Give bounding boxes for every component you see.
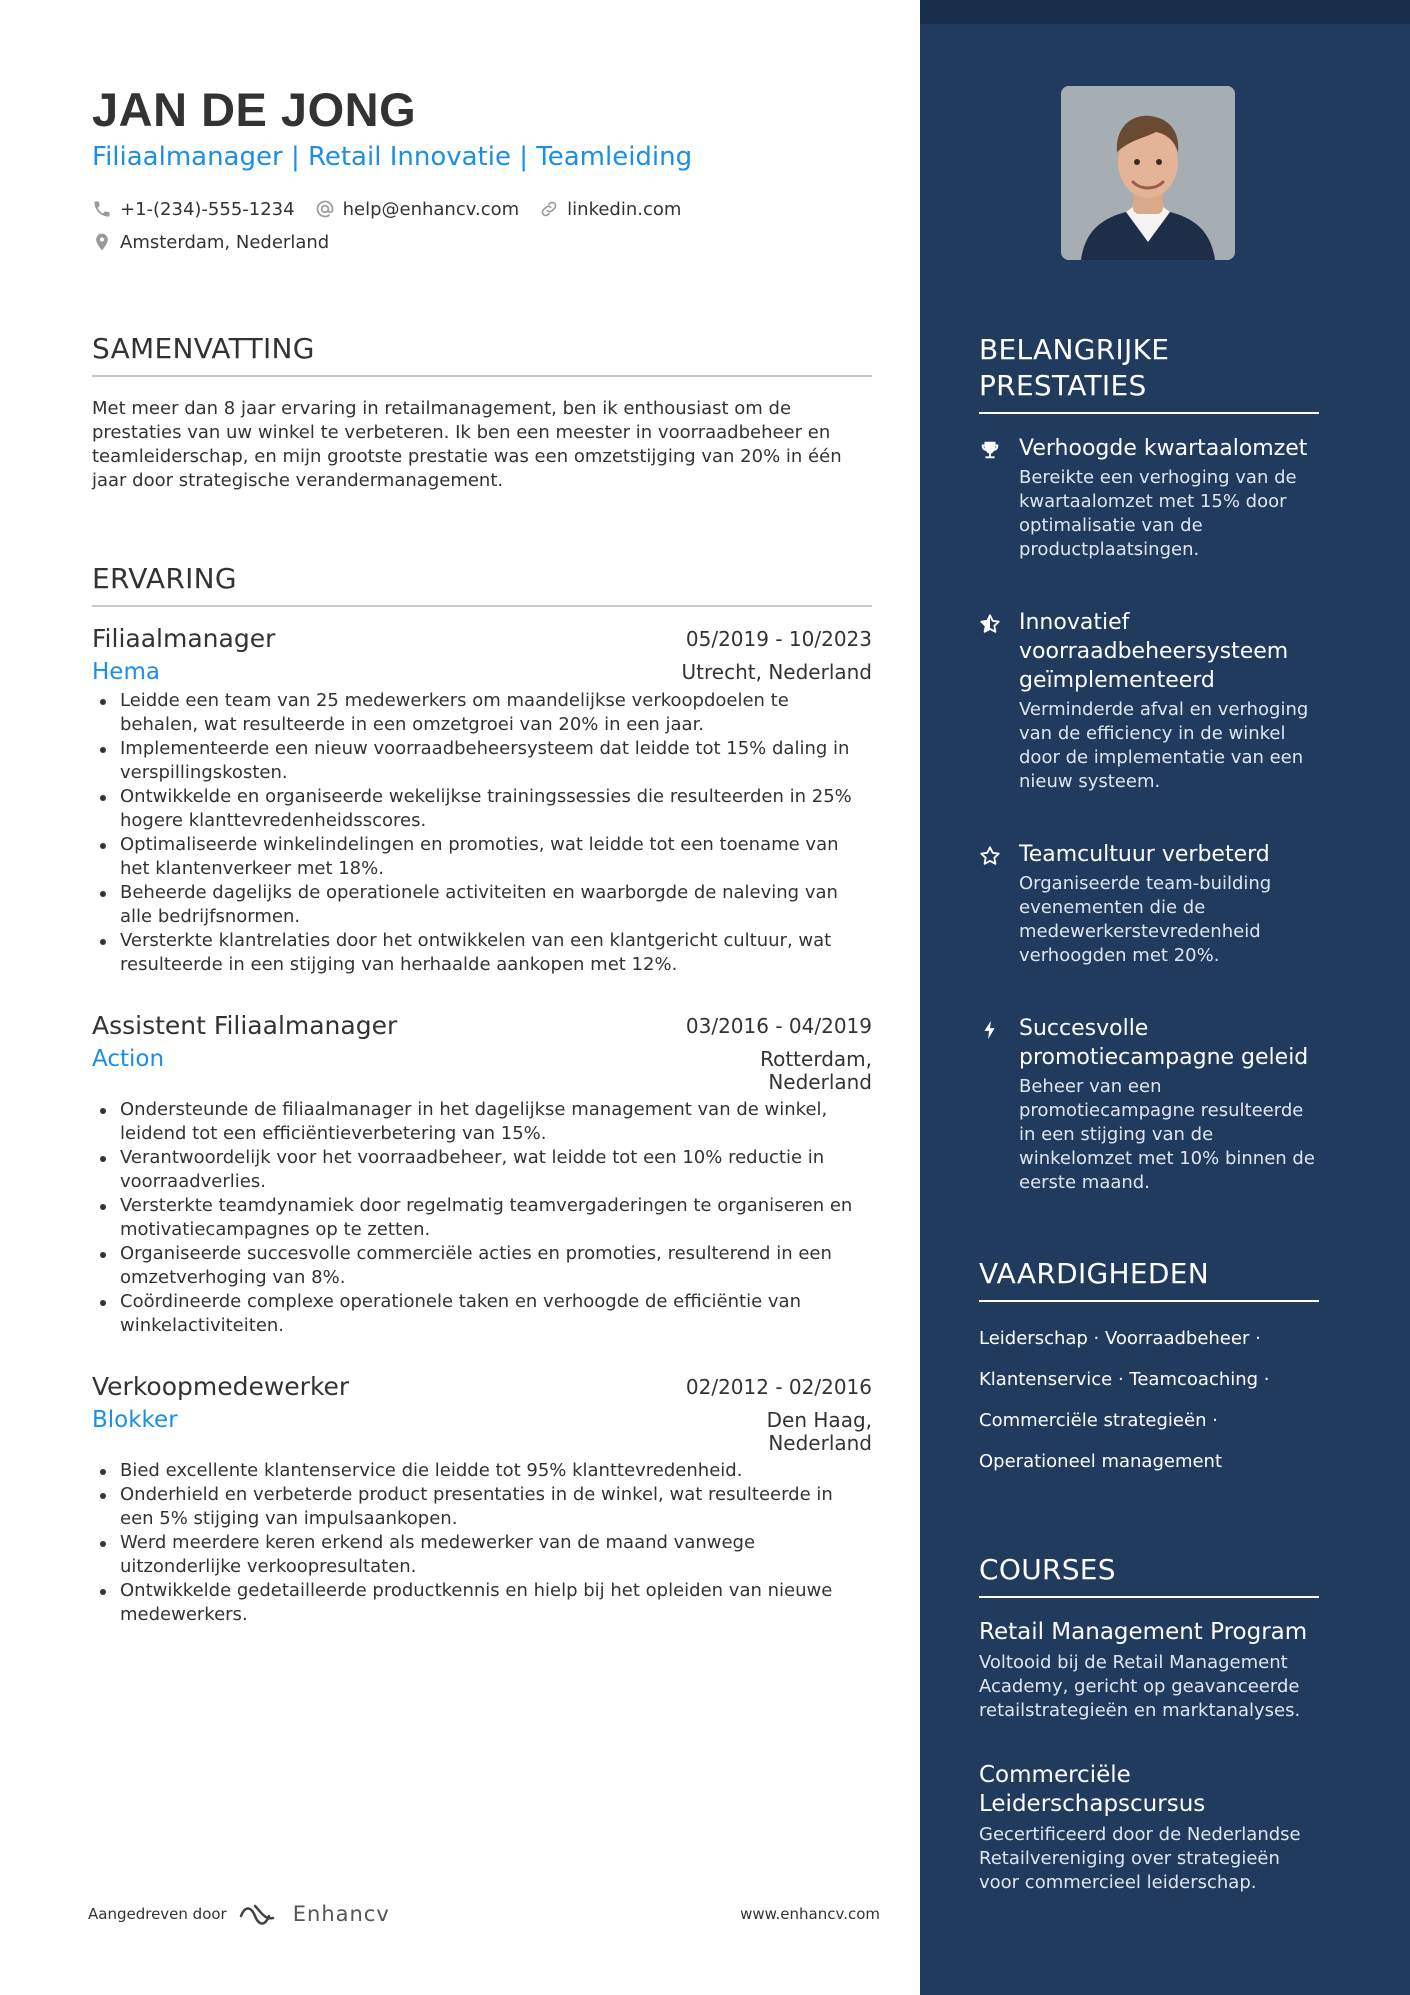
summary-title: SAMENVATTING [92,332,872,377]
achievement-title: Teamcultuur verbeterd [1019,842,1270,867]
achievement-desc: Beheer van een promotiecampagne resulteerde in een stijging van de winkelomzet met 10% binnen de eerste maand. [1019,1076,1315,1193]
job-bullet: Implementeerde een nieuw voorraadbeheersysteem dat leidde tot 15% daling in verspillingskosten. [92,737,872,785]
job-bullet: Leidde een team van 25 medewerkers om maandelijkse verkoopdoelen te behalen, wat resulteerde in een omzetgroei van 20% in een jaar. [92,689,872,737]
company-name: Hema [92,659,160,685]
powered-by [88,1902,390,1926]
course-item [979,1761,1319,1895]
job-location-line: Rotterdam, [760,1047,872,1071]
job-bullet: Ontwikkelde gedetailleerde productkennis en hielp bij het opleiden van nieuwe medewerkers. [92,1579,872,1627]
contact-info [92,196,872,262]
job-title: Verkoopmedewerker [92,1372,350,1401]
course-desc: Gecertificeerd door de Nederlandse Retailvereniging over strategieën voor commercieel leiderschap. [979,1824,1301,1893]
job-location-line: Utrecht, Nederland [681,660,872,684]
email-link[interactable]: help@enhancv.com [342,198,520,220]
skill-line: Klantenservice · Teamcoaching · [979,1369,1270,1390]
course-title: Commerciële Leiderschapscursus [979,1762,1206,1817]
company-name: Blokker [92,1407,178,1433]
achievement-item [979,608,1319,794]
contact-email [315,199,520,220]
footer-url[interactable]: www.enhancv.com [740,1905,880,1923]
phone-icon [92,199,112,219]
job-dates: 02/2012 - 02/2016 [685,1375,872,1399]
linkedin-link[interactable]: linkedin.com [567,198,682,220]
achievement-desc: Organiseerde team-building evenementen die de medewerkerstevredenheid verhoogden met 20%. [1019,873,1272,966]
contact-linkedin [539,199,681,220]
achievement-item [979,840,1319,968]
achievement-item [979,1014,1319,1195]
location-text: Amsterdam, Nederland [120,231,330,253]
company-name: Action [92,1046,165,1072]
job-bullet: Optimaliseerde winkelindelingen en promoties, wat leidde tot een toename van het klantenverkeer met 18%. [92,833,872,881]
job-location [767,1409,872,1455]
summary-section [92,332,872,493]
job-location-line: Nederland [768,1070,872,1094]
experience-title: ERVARING [92,562,872,607]
achievements-title: BELANGRIJKE PRESTATIES [979,332,1319,414]
job-location [760,1048,872,1094]
skills-title: VAARDIGHEDEN [979,1256,1319,1302]
at-icon [315,199,335,219]
profile-photo [1061,86,1235,260]
candidate-name: JAN DE JONG [92,83,417,136]
skill-line: Commerciële strategieën · [979,1410,1218,1431]
job-bullet: Werd meerdere keren erkend als medewerker van de maand vanwege uitzonderlijke verkoopresultaten. [92,1531,872,1579]
achievement-title: Succesvolle promotiecampagne geleid [1019,1016,1309,1070]
job-bullet: Versterkte klantrelaties door het ontwikkelen van een klantgericht cultuur, wat resulteerde in een stijging van herhaalde aankopen met 12%. [92,929,872,977]
contact-location [92,232,329,253]
star-outline-icon [979,845,1001,867]
course-item [979,1618,1319,1723]
job-bullet: Coördineerde complexe operationele taken en verhoogde de efficiëntie van winkelactiviteiten. [92,1290,872,1338]
footer [88,1902,880,1926]
course-title: Retail Management Program [979,1619,1308,1645]
star-half-icon [979,613,1001,635]
job-bullets [92,1098,872,1338]
brand-name[interactable]: Enhancv [292,1902,390,1926]
candidate-headline: Filiaalmanager | Retail Innovatie | Teamleiding [92,142,693,172]
skill-line: Operationeel management [979,1451,1223,1472]
enhancv-logo-icon [237,1902,283,1926]
phone-text: +1-(234)-555-1234 [120,198,295,220]
job-bullets [92,689,872,977]
job-title: Filiaalmanager [92,624,276,653]
link-icon [539,199,559,219]
job-entry [92,1011,872,1338]
bolt-icon [979,1019,1001,1041]
courses-section [979,1552,1319,1895]
job-bullet: Ondersteunde de filiaalmanager in het dagelijkse management van de winkel, leidend tot een efficiëntieverbetering van 15%. [92,1098,872,1146]
skill-line: Leiderschap · Voorraadbeheer · [979,1328,1261,1349]
job-entry [92,1372,872,1627]
sidebar [920,0,1410,1995]
contact-phone [92,199,295,220]
job-location [682,661,872,684]
summary-text: Met meer dan 8 jaar ervaring in retailmanagement, ben ik enthousiast om de prestaties van uw winkel te verbeteren. Ik ben een meester in voorraadbeheer en teamleiderschap, en mijn grootste prestatie was een omzetstijging van 20% in één jaar door strategische verandermanagement. [92,398,842,491]
skills-list [979,1318,1319,1482]
powered-by-label: Aangedreven door [88,1905,227,1923]
avatar [1061,86,1235,260]
job-bullet: Ontwikkelde en organiseerde wekelijkse trainingssessies die resulteerden in 25% hogere klanttevredenheidsscores. [92,785,872,833]
job-bullet: Versterkte teamdynamiek door regelmatig teamvergaderingen te organiseren en motivatiecampagnes op te zetten. [92,1194,872,1242]
achievement-desc: Verminderde afval en verhoging van de efficiency in de winkel door de implementatie van een nieuw systeem. [1019,699,1309,792]
job-bullet: Bied excellente klantenservice die leidde tot 95% klanttevredenheid. [92,1459,872,1483]
courses-title: COURSES [979,1552,1319,1598]
job-bullet: Organiseerde succesvolle commerciële acties en promoties, resulterend in een omzetverhoging van 8%. [92,1242,872,1290]
achievement-desc: Bereikte een verhoging van de kwartaalomzet met 15% door optimalisatie van de productplaatsingen. [1019,467,1297,560]
job-dates: 05/2019 - 10/2023 [685,627,872,651]
job-location-line: Nederland [768,1431,872,1455]
trophy-icon [979,439,1001,461]
job-title: Assistent Filiaalmanager [92,1011,398,1040]
job-entry [92,624,872,977]
achievement-title: Verhoogde kwartaalomzet [1019,436,1308,461]
job-dates: 03/2016 - 04/2019 [685,1014,872,1038]
job-bullet: Verantwoordelijk voor het voorraadbeheer, wat leidde tot een 10% reductie in voorraadverlies. [92,1146,872,1194]
job-bullet: Onderhield en verbeterde product presentaties in de winkel, wat resulteerde in een 5% stijging van impulsaankopen. [92,1483,872,1531]
achievement-item [979,434,1319,562]
skills-section [979,1256,1319,1482]
sidebar-top-bar [920,0,1410,24]
job-bullet: Beheerde dagelijks de operationele activiteiten en waarborgde de naleving van alle bedrijfsnormen. [92,881,872,929]
achievements-section [979,332,1319,1195]
experience-section [92,562,872,1627]
job-bullets [92,1459,872,1627]
location-pin-icon [92,232,112,252]
achievement-title: Innovatief voorraadbeheersysteem geïmplementeerd [1019,610,1289,693]
job-location-line: Den Haag, [766,1408,872,1432]
course-desc: Voltooid bij de Retail Management Academy, gericht op geavanceerde retailstrategieën en marktanalyses. [979,1652,1301,1721]
